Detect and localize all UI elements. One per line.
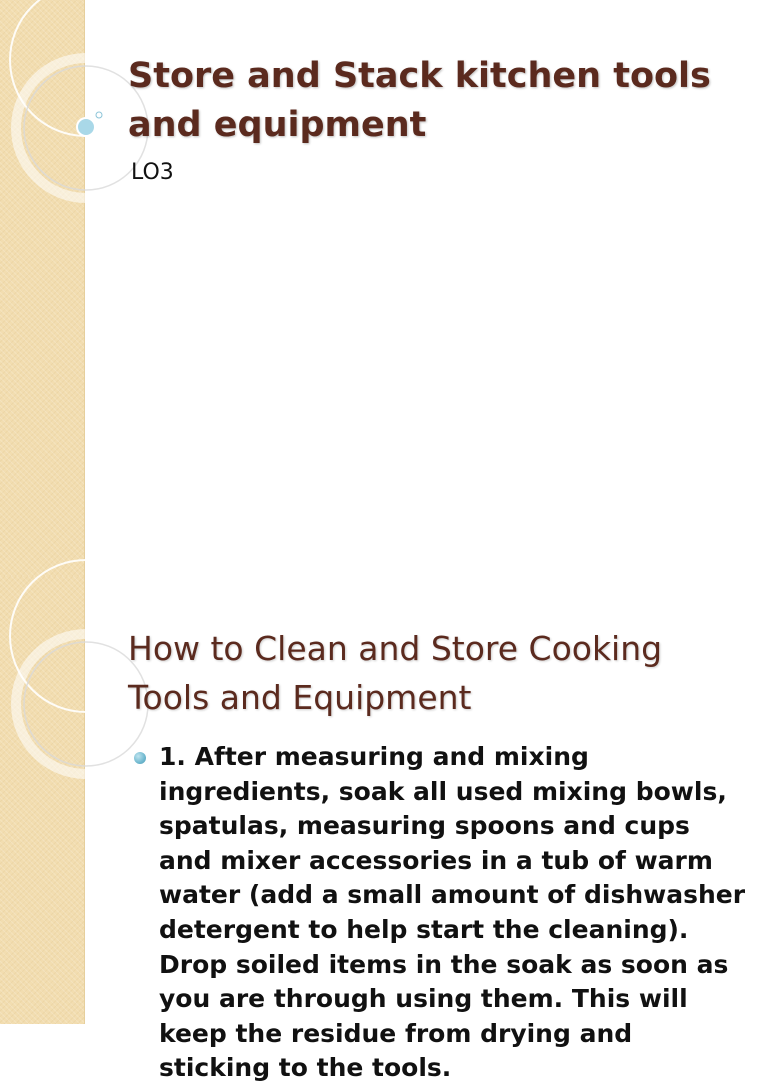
decorative-rings: [0, 576, 140, 776]
bullet-list: [134, 740, 750, 1086]
slide-2: [0, 576, 768, 1083]
slide-title: How to Clean and Store Cooking Tools and Equipment: [128, 629, 663, 717]
bullet-text: 1. After measuring and mixing ingredients, soak all used mixing bowls, spatulas, measuring spoons and cups and mixer accessories in a tub of warm water (add a small amount of dishwasher detergent to help start the cleaning). Drop soiled items in the soak as soon as you are through using them. This will keep the residue from drying and sticking to the tools.: [159, 742, 746, 1083]
slide-title: Store and Stack kitchen tools and equipment: [128, 56, 711, 145]
decorative-rings: [0, 0, 140, 200]
slide-subtitle: LO3: [131, 160, 174, 185]
list-item: [134, 740, 750, 1086]
bullet-dot-icon: [134, 752, 146, 764]
